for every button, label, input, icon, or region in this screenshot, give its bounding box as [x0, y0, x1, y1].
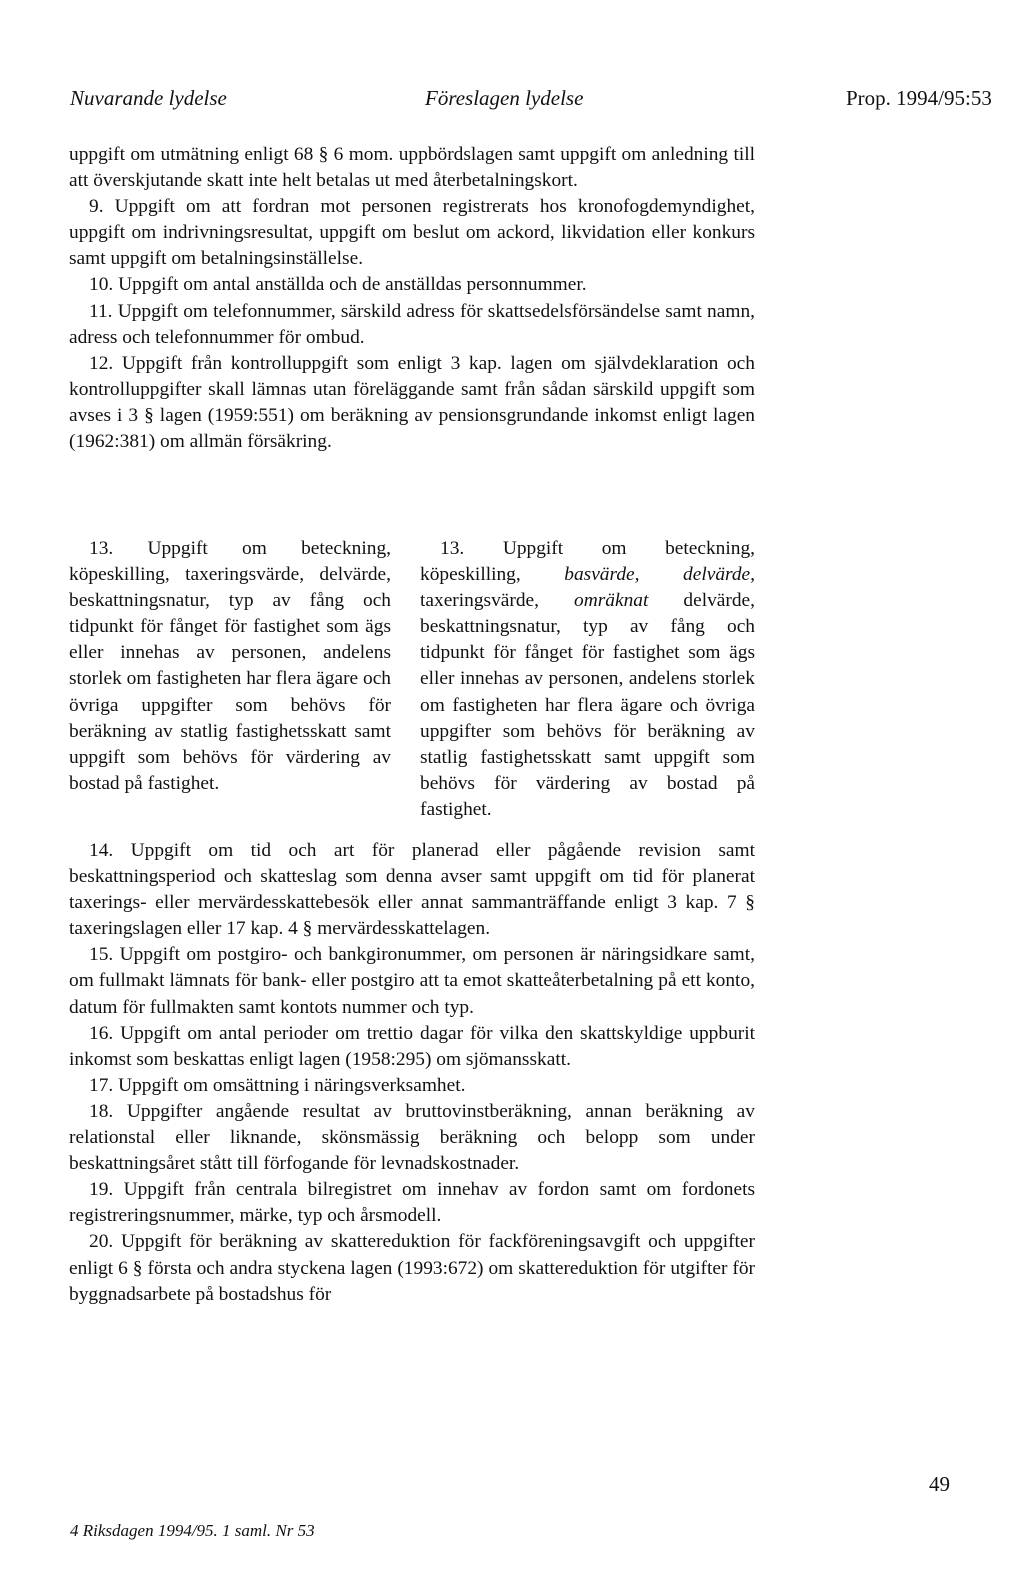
paragraph: 13. Uppgift om beteckning, köpeskilling, taxeringsvärde, delvärde, beskattningsnatur, typ av fång och tidpunkt för fånget för fastighet som ägs eller innehas av personen, andelens storlek om fastigheten har flera ägare och övriga uppgifter som behövs för beräkning av statlig fastighetsskatt samt uppgift som behövs för värdering av bostad på fastighet. — [69, 538, 391, 794]
text-segment: taxeringsvärde, — [420, 590, 575, 612]
paragraph: 11. Uppgift om telefonnummer, särskild adress för skattsedelsförsändelse samt namn, adress och telefonnummer för ombud. — [69, 300, 755, 348]
header-proposed-wording: Föreslagen lydelse — [425, 86, 584, 110]
paragraph: 14. Uppgift om tid och art för planerad eller pågående revision samt beskattningsperiod och skatteslag som denna avser samt uppgift om tid för planerat taxerings- eller mervärdesskattebesök eller annat sammanträffande enligt 3 kap. 7 § taxeringslagen eller 17 kap. 4 § mervärdesskattelagen. — [69, 840, 755, 940]
paragraph: uppgift om utmätning enligt 68 § 6 mom. uppbördslagen samt uppgift om anledning till att överskjutande skatt inte helt betalas ut med återbetalningskort. — [69, 144, 755, 192]
header-document-reference: Prop. 1994/95:53 — [846, 86, 992, 110]
paragraph: 18. Uppgifter angående resultat av bruttovinstberäkning, annan beräkning av relationstal eller liknande, skönsmässig beräkning och belopp som under beskattningsåret stått till förfogande för levnadskostnader. — [69, 1100, 755, 1175]
emphasized-text: basvärde, delvärde, — [564, 564, 755, 586]
footer-note: 4 Riksdagen 1994/95. 1 saml. Nr 53 — [70, 1521, 315, 1540]
paragraph: 17. Uppgift om omsättning i näringsverksamhet. — [89, 1074, 466, 1096]
paragraph: 9. Uppgift om att fordran mot personen registrerats hos kronofogdemyndighet, uppgift om indrivningsresultat, uppgift om beslut om ackord, likvidation eller konkurs samt uppgift om betalningsinställelse. — [69, 196, 755, 270]
emphasized-text: omräknat — [574, 590, 649, 612]
text-segment: delvärde, beskattningsnatur, typ av fång och tidpunkt för fånget för fastighet som ägs eller innehas av personen, andelens storlek om fastigheten har flera ägare och övriga uppgifter som behövs för beräkning av statlig fastighetsskatt samt uppgift som behövs för värdering av bostad på fastighet. — [420, 590, 755, 820]
paragraph: 20. Uppgift för beräkning av skattereduktion för fackföreningsavgift och uppgifter enligt 6 § första och andra styckena lagen (1993:672) om skattereduktion för utgifter för byggnadsarbete på bostadshus för — [69, 1231, 755, 1305]
paragraph: 15. Uppgift om postgiro- och bankgironummer, om personen är näringsidkare samt, om fullmakt lämnats för bank- eller postgiro att ta emot skatteåterbetalning på ett konto, datum för fullmakten samt kontots nummer och typ. — [69, 944, 755, 1018]
paragraph: 10. Uppgift om antal anställda och de anställdas personnummer. — [89, 274, 587, 296]
header-current-wording: Nuvarande lydelse — [70, 86, 227, 110]
current-wording-column — [69, 536, 391, 797]
paragraph — [420, 536, 755, 823]
paragraph: 16. Uppgift om antal perioder om trettio dagar för vilka den skattskyldige uppburit inkomst som beskattas enligt lagen (1958:295) om sjömansskatt. — [69, 1022, 755, 1070]
page-number: 49 — [929, 1472, 950, 1496]
bottom-text-block — [69, 838, 755, 1308]
proposed-wording-column — [420, 536, 755, 823]
top-text-block — [69, 142, 755, 455]
text-segment: 13. Uppgift om beteckning, köpeskilling, — [420, 538, 755, 586]
paragraph: 19. Uppgift från centrala bilregistret om innehav av fordon samt om fordonets registreringsnummer, märke, typ och årsmodell. — [69, 1179, 755, 1227]
paragraph: 12. Uppgift från kontrolluppgift som enligt 3 kap. lagen om självdeklaration och kontrolluppgifter skall lämnas utan föreläggande samt från sådan särskild uppgift som avses i 3 § lagen (1959:551) om beräkning av pensionsgrundande inkomst enligt lagen (1962:381) om allmän försäkring. — [69, 352, 755, 453]
